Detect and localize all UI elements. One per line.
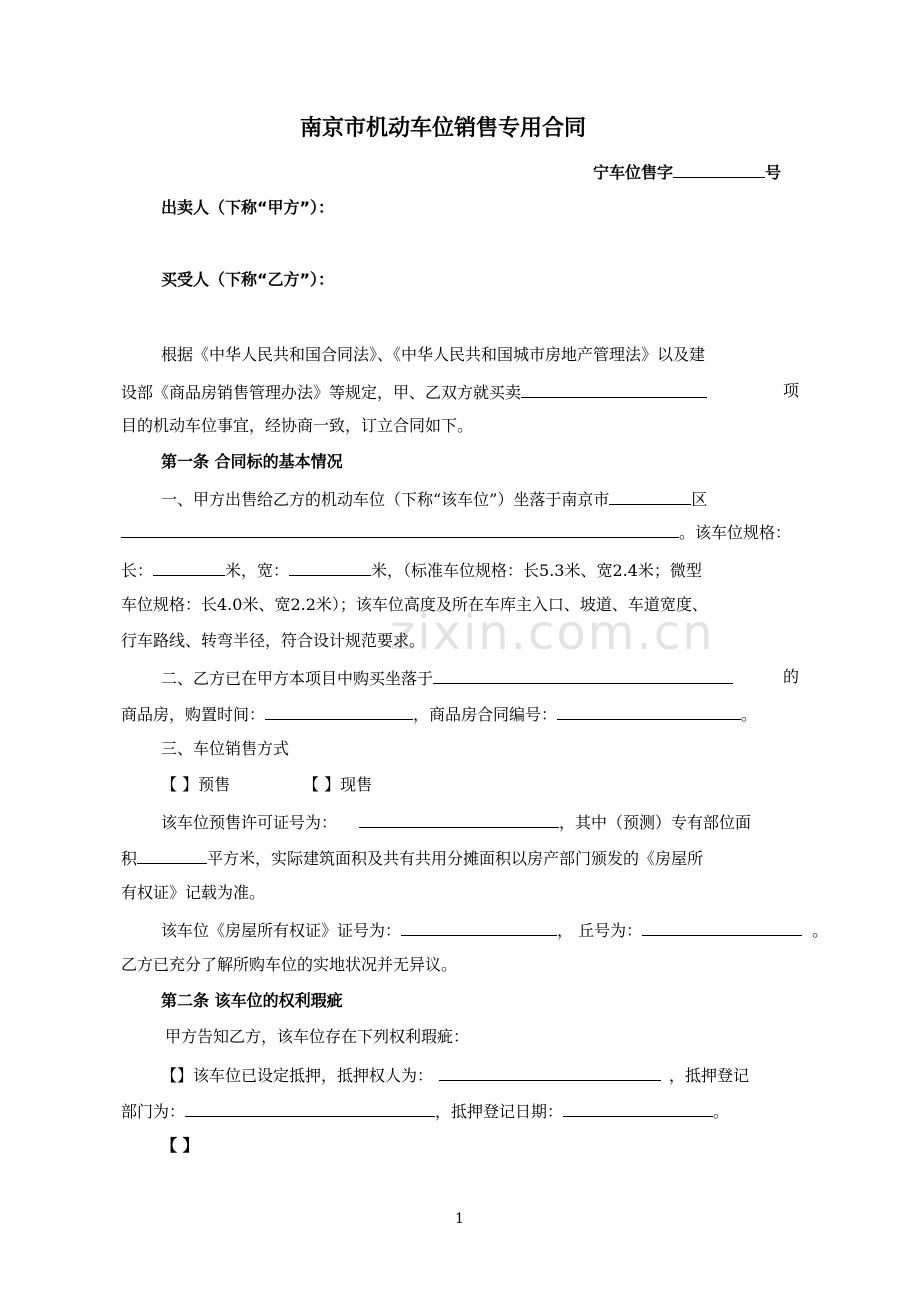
seller-label: 出卖人（下称“甲方”）： bbox=[161, 198, 335, 217]
intro-line-1: 根据《中华人民共和国合同法》、《中华人民共和国城市房地产管理法》以及建 bbox=[161, 345, 706, 364]
art2-p2-line-1 bbox=[161, 1063, 749, 1087]
width-blank bbox=[289, 558, 371, 576]
art1-p2-line-2 bbox=[121, 702, 757, 726]
width-label: 米，宽： bbox=[225, 561, 290, 580]
length-blank bbox=[153, 558, 225, 576]
page-title: 南京市机动车位销售专用合同 bbox=[300, 116, 587, 141]
house-location-blank bbox=[433, 666, 733, 684]
mortgage-registration-label: ，抵押登记 bbox=[669, 1066, 750, 1085]
presale-permit-blank bbox=[359, 810, 559, 828]
period: 。 bbox=[713, 1102, 730, 1121]
intro-line-2 bbox=[121, 380, 799, 404]
option-presale[interactable]: 【 】预售 bbox=[161, 775, 231, 794]
period: 。 bbox=[741, 705, 758, 724]
contract-number-blank bbox=[673, 160, 765, 178]
art2-p1: 甲方告知乙方，该车位存在下列权利瑕疵： bbox=[165, 1027, 470, 1046]
art1-p1-line-5: 行车路线、转弯半径，符合设计规范要求。 bbox=[121, 631, 426, 650]
intro-text: 设部《商品房销售管理办法》等规定，甲、乙双方就买卖 bbox=[121, 383, 522, 402]
registration-date-blank bbox=[563, 1099, 713, 1117]
house-contract-blank bbox=[557, 702, 741, 720]
article-2-heading: 第二条 该车位的权利瑕疵 bbox=[161, 991, 343, 1010]
area-label-end: 积 bbox=[121, 849, 138, 868]
project-name-blank bbox=[521, 380, 707, 398]
art1-p1-line-2 bbox=[121, 520, 791, 544]
district-blank bbox=[609, 487, 691, 505]
purchase-time-label: 商品房，购置时间： bbox=[121, 705, 266, 724]
location-text: 一、甲方出售给乙方的机动车位（下称“该车位”）坐落于南京市 bbox=[161, 490, 610, 509]
department-blank bbox=[185, 1099, 435, 1117]
address-blank bbox=[121, 520, 679, 538]
house-location-text: 二、乙方已在甲方本项目中购买坐落于 bbox=[161, 669, 434, 688]
contract-number-suffix: 号 bbox=[765, 163, 782, 182]
art1-p1-line-1 bbox=[161, 487, 707, 511]
area-note: 平方米，实际建筑面积及共有共用分摊面积以房产部门颁发的《房屋所 bbox=[207, 849, 704, 868]
art1-p4-line-1 bbox=[161, 810, 751, 834]
mortgagee-label: 【】该车位已设定抵押，抵押权人为： bbox=[161, 1066, 434, 1085]
area-blank bbox=[137, 846, 207, 864]
presale-permit-label: 该车位预售许可证号为： bbox=[161, 813, 338, 832]
art1-p2-line-1 bbox=[161, 666, 799, 690]
lot-number-blank bbox=[642, 918, 802, 936]
mortgagee-blank bbox=[439, 1063, 661, 1081]
district-suffix: 区 bbox=[691, 490, 708, 509]
contract-number bbox=[593, 160, 781, 184]
intro-text-end: 项 bbox=[782, 381, 799, 400]
page-number: 1 bbox=[455, 1211, 464, 1227]
intro-line-3: 目的机动车位事宜，经协商一致，订立合同如下。 bbox=[121, 416, 474, 435]
length-label: 长： bbox=[121, 561, 154, 580]
purchase-time-blank bbox=[265, 702, 413, 720]
art1-p1-line-4: 车位规格：长4.0米、宽2.2米）；该车位高度及所在车库主入口、坡道、车道宽度、 bbox=[121, 595, 708, 614]
art1-p6: 乙方已充分了解所购车位的实地状况并无异议。 bbox=[121, 955, 458, 974]
spec-label: 。该车位规格： bbox=[679, 523, 792, 542]
art1-p4-line-3: 有权证》记载为准。 bbox=[121, 883, 266, 902]
art1-p3: 三、车位销售方式 bbox=[161, 739, 290, 758]
contract-number-prefix: 宁车位售字 bbox=[593, 163, 674, 182]
house-contract-label: ，商品房合同编号： bbox=[413, 705, 558, 724]
department-label: 部门为： bbox=[121, 1102, 186, 1121]
lot-number-label: ， 丘号为： bbox=[557, 921, 643, 940]
watermark: zixin.com.cn bbox=[390, 605, 715, 661]
option-spot-sale[interactable]: 【 】现售 bbox=[303, 775, 373, 794]
buyer-label: 买受人（下称“乙方”）： bbox=[161, 270, 335, 289]
art1-p5 bbox=[161, 918, 828, 942]
certificate-blank bbox=[401, 918, 557, 936]
certificate-label: 该车位《房屋所有权证》证号为： bbox=[161, 921, 402, 940]
period: 。 bbox=[812, 921, 829, 940]
art2-p2-line-2 bbox=[121, 1099, 729, 1123]
registration-date-label: ，抵押登记日期： bbox=[435, 1102, 564, 1121]
house-location-suffix: 的 bbox=[782, 667, 799, 686]
article-1-heading: 第一条 合同标的基本情况 bbox=[161, 452, 343, 471]
standard-spec-text: 米，（标准车位规格：长5.3米、宽2.4米；微型 bbox=[371, 561, 702, 580]
area-label: ，其中（预测）专有部位面 bbox=[559, 813, 752, 832]
art1-p4-line-2 bbox=[121, 846, 703, 870]
art1-p1-line-3 bbox=[121, 558, 702, 582]
art2-p3-checkbox[interactable]: 【 】 bbox=[161, 1136, 199, 1155]
